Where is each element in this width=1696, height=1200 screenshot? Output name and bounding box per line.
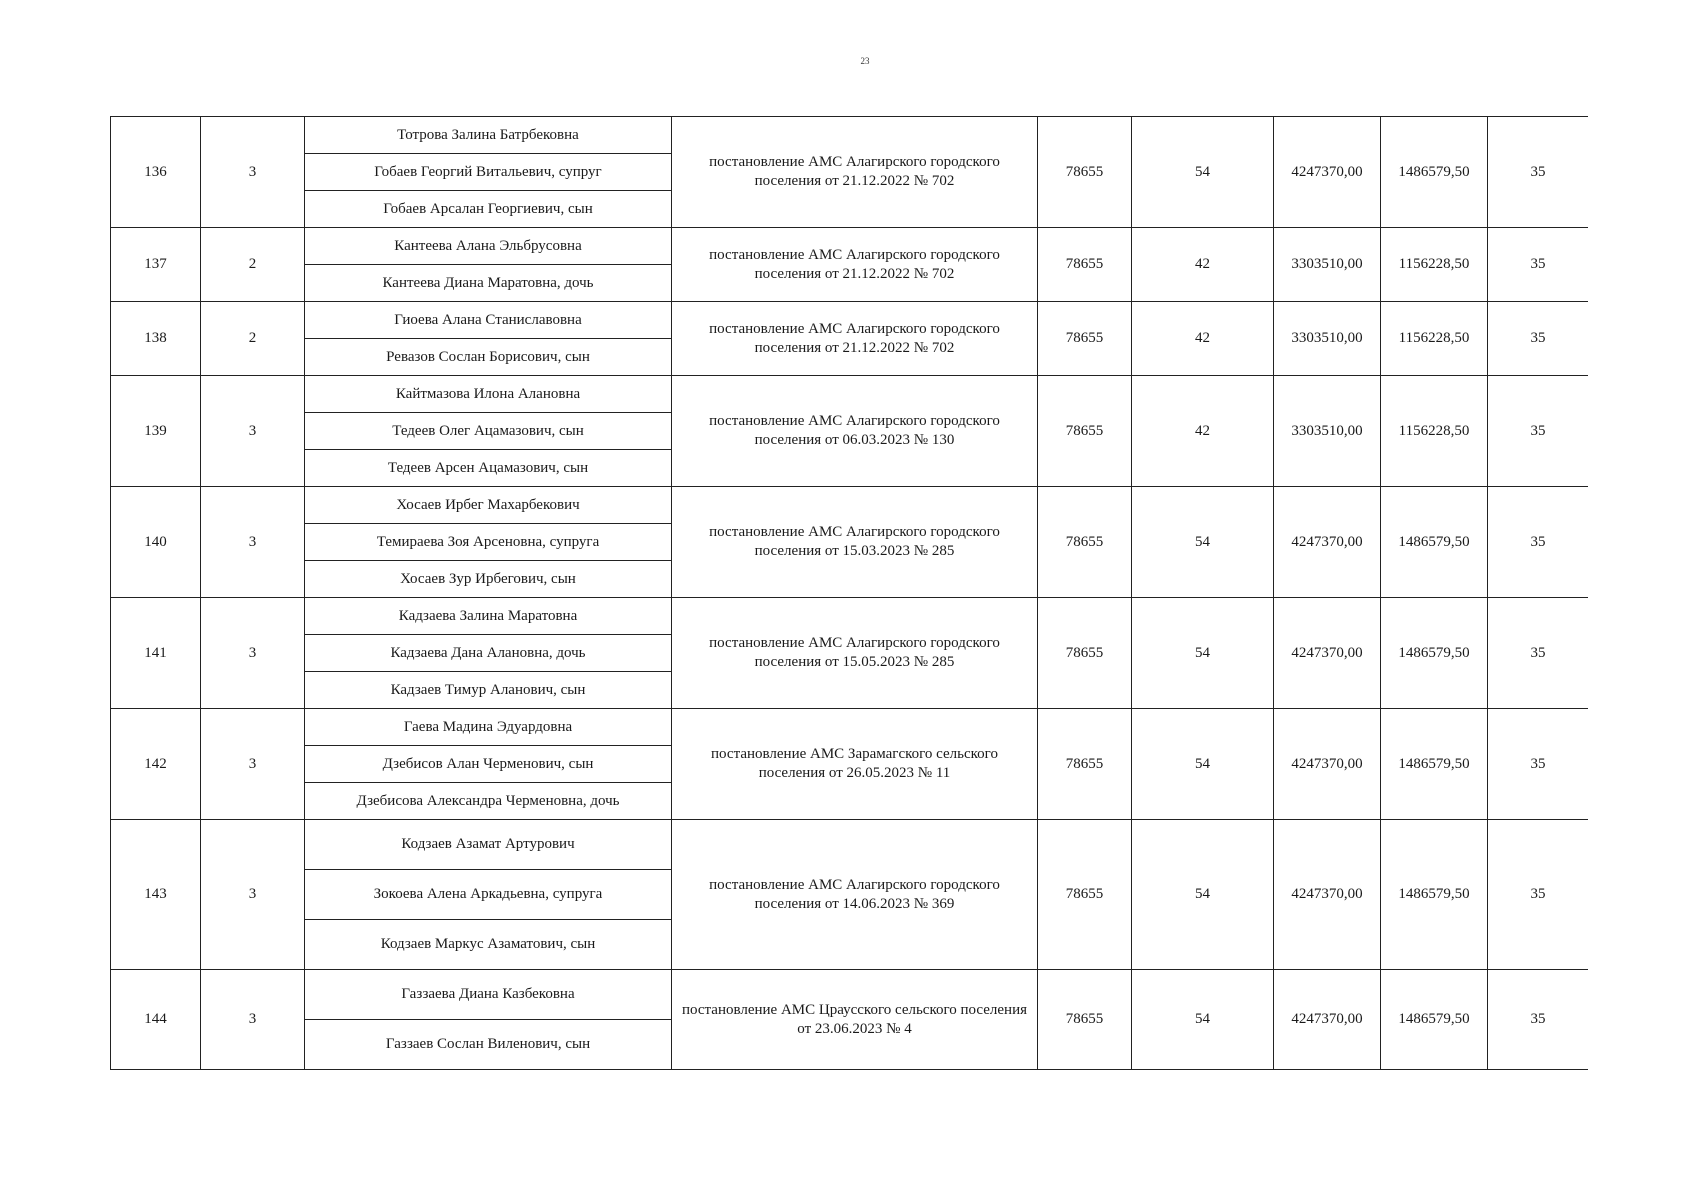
percent-cell: 35 [1488, 117, 1589, 228]
family-member-cell: Зокоева Алена Аркадьевна, супруга [305, 870, 672, 920]
total-cost-cell: 3303510,00 [1274, 376, 1381, 487]
norm-cost-cell: 78655 [1038, 970, 1132, 1070]
total-cost-cell: 3303510,00 [1274, 302, 1381, 376]
norm-cost-cell: 78655 [1038, 302, 1132, 376]
family-member-cell: Темираева Зоя Арсеновна, супруга [305, 524, 672, 561]
family-member-cell: Тедеев Арсен Ацамазович, сын [305, 450, 672, 487]
subsidy-cell: 1156228,50 [1381, 376, 1488, 487]
family-member-cell: Ревазов Сослан Борисович, сын [305, 339, 672, 376]
decision-cell: постановление АМС Алагирского городского поселения от 21.12.2022 № 702 [672, 228, 1038, 302]
family-size-cell: 3 [201, 970, 305, 1070]
family-member-cell: Кадзаев Тимур Аланович, сын [305, 672, 672, 709]
decision-cell: постановление АМС Алагирского городского поселения от 21.12.2022 № 702 [672, 117, 1038, 228]
table-row [111, 302, 1589, 339]
decision-cell: постановление АМС Цраусского сельского поселения от 23.06.2023 № 4 [672, 970, 1038, 1070]
table-row [111, 820, 1589, 870]
family-member-cell: Кодзаев Маркус Азаматович, сын [305, 920, 672, 970]
family-member-cell: Тедеев Олег Ацамазович, сын [305, 413, 672, 450]
family-member-cell: Тотрова Залина Батрбековна [305, 117, 672, 154]
total-cost-cell: 3303510,00 [1274, 228, 1381, 302]
table-row [111, 487, 1589, 524]
percent-cell: 35 [1488, 820, 1589, 970]
row-number-cell: 137 [111, 228, 201, 302]
percent-cell: 35 [1488, 487, 1589, 598]
family-size-cell: 3 [201, 820, 305, 970]
area-cell: 54 [1132, 820, 1274, 970]
family-member-cell: Хосаев Зур Ирбегович, сын [305, 561, 672, 598]
subsidy-cell: 1156228,50 [1381, 302, 1488, 376]
subsidy-cell: 1486579,50 [1381, 487, 1488, 598]
percent-cell: 35 [1488, 376, 1589, 487]
family-size-cell: 2 [201, 302, 305, 376]
family-member-cell: Гобаев Георгий Витальевич, супруг [305, 154, 672, 191]
family-member-cell: Кантеева Алана Эльбрусовна [305, 228, 672, 265]
table-row [111, 709, 1589, 746]
family-member-cell: Гобаев Арсалан Георгиевич, сын [305, 191, 672, 228]
area-cell: 42 [1132, 376, 1274, 487]
row-number-cell: 144 [111, 970, 201, 1070]
subsidy-cell: 1486579,50 [1381, 820, 1488, 970]
row-number-cell: 142 [111, 709, 201, 820]
family-size-cell: 3 [201, 598, 305, 709]
family-member-cell: Гиоева Алана Станиславовна [305, 302, 672, 339]
row-number-cell: 141 [111, 598, 201, 709]
page-number: 23 [860, 56, 870, 66]
decision-cell: постановление АМС Алагирского городского поселения от 21.12.2022 № 702 [672, 302, 1038, 376]
total-cost-cell: 4247370,00 [1274, 598, 1381, 709]
percent-cell: 35 [1488, 302, 1589, 376]
norm-cost-cell: 78655 [1038, 487, 1132, 598]
percent-cell: 35 [1488, 598, 1589, 709]
row-number-cell: 136 [111, 117, 201, 228]
row-number-cell: 139 [111, 376, 201, 487]
total-cost-cell: 4247370,00 [1274, 709, 1381, 820]
table-row [111, 228, 1589, 265]
family-member-cell: Гаева Мадина Эдуардовна [305, 709, 672, 746]
total-cost-cell: 4247370,00 [1274, 487, 1381, 598]
subsidy-cell: 1486579,50 [1381, 970, 1488, 1070]
norm-cost-cell: 78655 [1038, 598, 1132, 709]
norm-cost-cell: 78655 [1038, 117, 1132, 228]
family-size-cell: 3 [201, 117, 305, 228]
registry-table-wrapper [110, 116, 1588, 1077]
area-cell: 54 [1132, 598, 1274, 709]
total-cost-cell: 4247370,00 [1274, 117, 1381, 228]
decision-cell: постановление АМС Алагирского городского поселения от 06.03.2023 № 130 [672, 376, 1038, 487]
family-size-cell: 2 [201, 228, 305, 302]
row-number-cell: 143 [111, 820, 201, 970]
decision-cell: постановление АМС Зарамагского сельского поселения от 26.05.2023 № 11 [672, 709, 1038, 820]
area-cell: 54 [1132, 487, 1274, 598]
subsidy-cell: 1486579,50 [1381, 709, 1488, 820]
family-size-cell: 3 [201, 487, 305, 598]
total-cost-cell: 4247370,00 [1274, 820, 1381, 970]
norm-cost-cell: 78655 [1038, 376, 1132, 487]
subsidy-cell: 1156228,50 [1381, 228, 1488, 302]
row-number-cell: 140 [111, 487, 201, 598]
area-cell: 54 [1132, 709, 1274, 820]
family-member-cell: Кадзаева Залина Маратовна [305, 598, 672, 635]
table-row [111, 376, 1589, 413]
family-member-cell: Кадзаева Дана Алановна, дочь [305, 635, 672, 672]
family-size-cell: 3 [201, 376, 305, 487]
norm-cost-cell: 78655 [1038, 709, 1132, 820]
table-body [111, 117, 1589, 1070]
family-member-cell: Газзаев Сослан Виленович, сын [305, 1020, 672, 1070]
family-member-cell: Хосаев Ирбег Махарбекович [305, 487, 672, 524]
family-size-cell: 3 [201, 709, 305, 820]
percent-cell: 35 [1488, 970, 1589, 1070]
subsidy-cell: 1486579,50 [1381, 598, 1488, 709]
area-cell: 54 [1132, 117, 1274, 228]
table-row [111, 970, 1589, 1020]
family-member-cell: Дзебисов Алан Черменович, сын [305, 746, 672, 783]
norm-cost-cell: 78655 [1038, 228, 1132, 302]
decision-cell: постановление АМС Алагирского городского поселения от 14.06.2023 № 369 [672, 820, 1038, 970]
area-cell: 42 [1132, 302, 1274, 376]
total-cost-cell: 4247370,00 [1274, 970, 1381, 1070]
area-cell: 54 [1132, 970, 1274, 1070]
family-member-cell: Кайтмазова Илона Алановна [305, 376, 672, 413]
decision-cell: постановление АМС Алагирского городского поселения от 15.05.2023 № 285 [672, 598, 1038, 709]
family-member-cell: Газзаева Диана Казбековна [305, 970, 672, 1020]
decision-cell: постановление АМС Алагирского городского поселения от 15.03.2023 № 285 [672, 487, 1038, 598]
table-row [111, 598, 1589, 635]
area-cell: 42 [1132, 228, 1274, 302]
family-member-cell: Дзебисова Александра Черменовна, дочь [305, 783, 672, 820]
registry-table [110, 116, 1588, 1070]
norm-cost-cell: 78655 [1038, 820, 1132, 970]
table-row [111, 117, 1589, 154]
percent-cell: 35 [1488, 709, 1589, 820]
family-member-cell: Кантеева Диана Маратовна, дочь [305, 265, 672, 302]
row-number-cell: 138 [111, 302, 201, 376]
family-member-cell: Кодзаев Азамат Артурович [305, 820, 672, 870]
percent-cell: 35 [1488, 228, 1589, 302]
subsidy-cell: 1486579,50 [1381, 117, 1488, 228]
